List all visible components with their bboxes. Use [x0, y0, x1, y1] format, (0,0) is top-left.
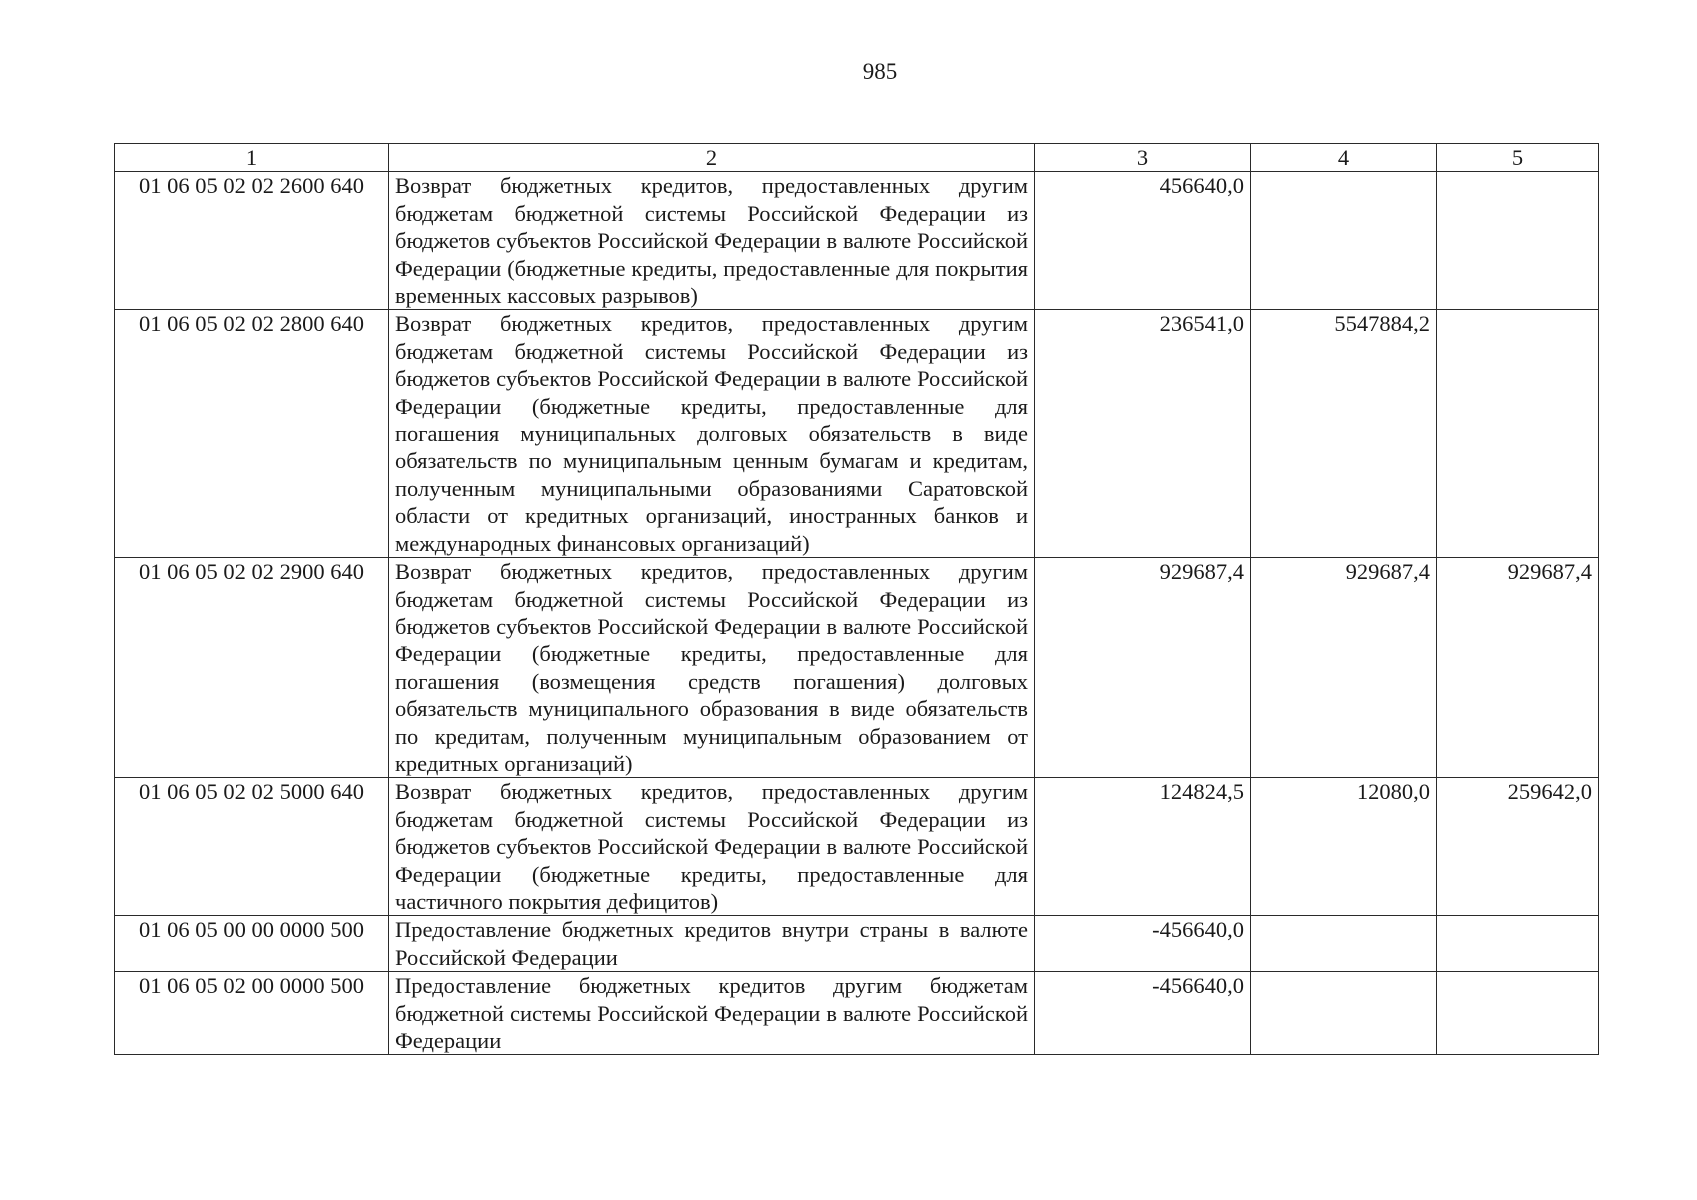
budget-sources-table: [114, 143, 1599, 1055]
row-description: Предоставление бюджетных кредитов внутри страны в валюте Российской Федерации: [389, 916, 1035, 972]
row-code: 01 06 05 02 02 2600 640: [115, 172, 389, 310]
row-description: Возврат бюджетных кредитов, предоставленных другим бюджетам бюджетной системы Российской Федерации из бюджетов субъектов Российской Федерации в валюте Российской Федерации (бюджетные кредиты, предоставленные для частичного покрытия дефицитов): [389, 778, 1035, 916]
row-value-col5: [1437, 310, 1599, 558]
header-row: [115, 144, 1599, 172]
row-value-col4: 12080,0: [1251, 778, 1437, 916]
row-value-col5: [1437, 916, 1599, 972]
row-code: 01 06 05 02 00 0000 500: [115, 972, 389, 1055]
row-code: 01 06 05 02 02 5000 640: [115, 778, 389, 916]
row-value-col3: 236541,0: [1035, 310, 1251, 558]
header-col-4: 4: [1251, 144, 1437, 172]
row-value-col3: -456640,0: [1035, 972, 1251, 1055]
row-description: Возврат бюджетных кредитов, предоставленных другим бюджетам бюджетной системы Российской Федерации из бюджетов субъектов Российской Федерации в валюте Российской Федерации (бюджетные кредиты, предоставленные для погашения муниципальных долговых обязательств в виде обязательств по муниципальным ценным бумагам и кредитам, полученным муниципальными образованиями Саратовской области от кредитных организаций, иностранных банков и международных финансовых организаций): [389, 310, 1035, 558]
row-value-col4: [1251, 972, 1437, 1055]
header-col-5: 5: [1437, 144, 1599, 172]
row-value-col5: 259642,0: [1437, 778, 1599, 916]
row-value-col3: 456640,0: [1035, 172, 1251, 310]
row-value-col5: [1437, 172, 1599, 310]
header-col-2: 2: [389, 144, 1035, 172]
row-code: 01 06 05 02 02 2800 640: [115, 310, 389, 558]
row-value-col3: 929687,4: [1035, 558, 1251, 778]
row-value-col5: 929687,4: [1437, 558, 1599, 778]
header-col-3: 3: [1035, 144, 1251, 172]
row-value-col4: 5547884,2: [1251, 310, 1437, 558]
row-value-col3: -456640,0: [1035, 916, 1251, 972]
row-code: 01 06 05 02 02 2900 640: [115, 558, 389, 778]
page-number: 985: [862, 59, 898, 84]
table-row: [115, 778, 1599, 916]
table-row: [115, 310, 1599, 558]
row-description: Возврат бюджетных кредитов, предоставленных другим бюджетам бюджетной системы Российской Федерации из бюджетов субъектов Российской Федерации в валюте Российской Федерации (бюджетные кредиты, предоставленные для покрытия временных кассовых разрывов): [389, 172, 1035, 310]
row-value-col4: [1251, 172, 1437, 310]
table-row: [115, 916, 1599, 972]
table-row: [115, 972, 1599, 1055]
row-description: Возврат бюджетных кредитов, предоставленных другим бюджетам бюджетной системы Российской Федерации из бюджетов субъектов Российской Федерации в валюте Российской Федерации (бюджетные кредиты, предоставленные для погашения (возмещения средств погашения) долговых обязательств муниципального образования в виде обязательств по кредитам, полученным муниципальным образованием от кредитных организаций): [389, 558, 1035, 778]
row-value-col4: 929687,4: [1251, 558, 1437, 778]
row-value-col4: [1251, 916, 1437, 972]
table-row: [115, 172, 1599, 310]
row-value-col5: [1437, 972, 1599, 1055]
row-description: Предоставление бюджетных кредитов другим бюджетам бюджетной системы Российской Федерации в валюте Российской Федерации: [389, 972, 1035, 1055]
row-value-col3: 124824,5: [1035, 778, 1251, 916]
table-row: [115, 558, 1599, 778]
row-code: 01 06 05 00 00 0000 500: [115, 916, 389, 972]
header-col-1: 1: [115, 144, 389, 172]
